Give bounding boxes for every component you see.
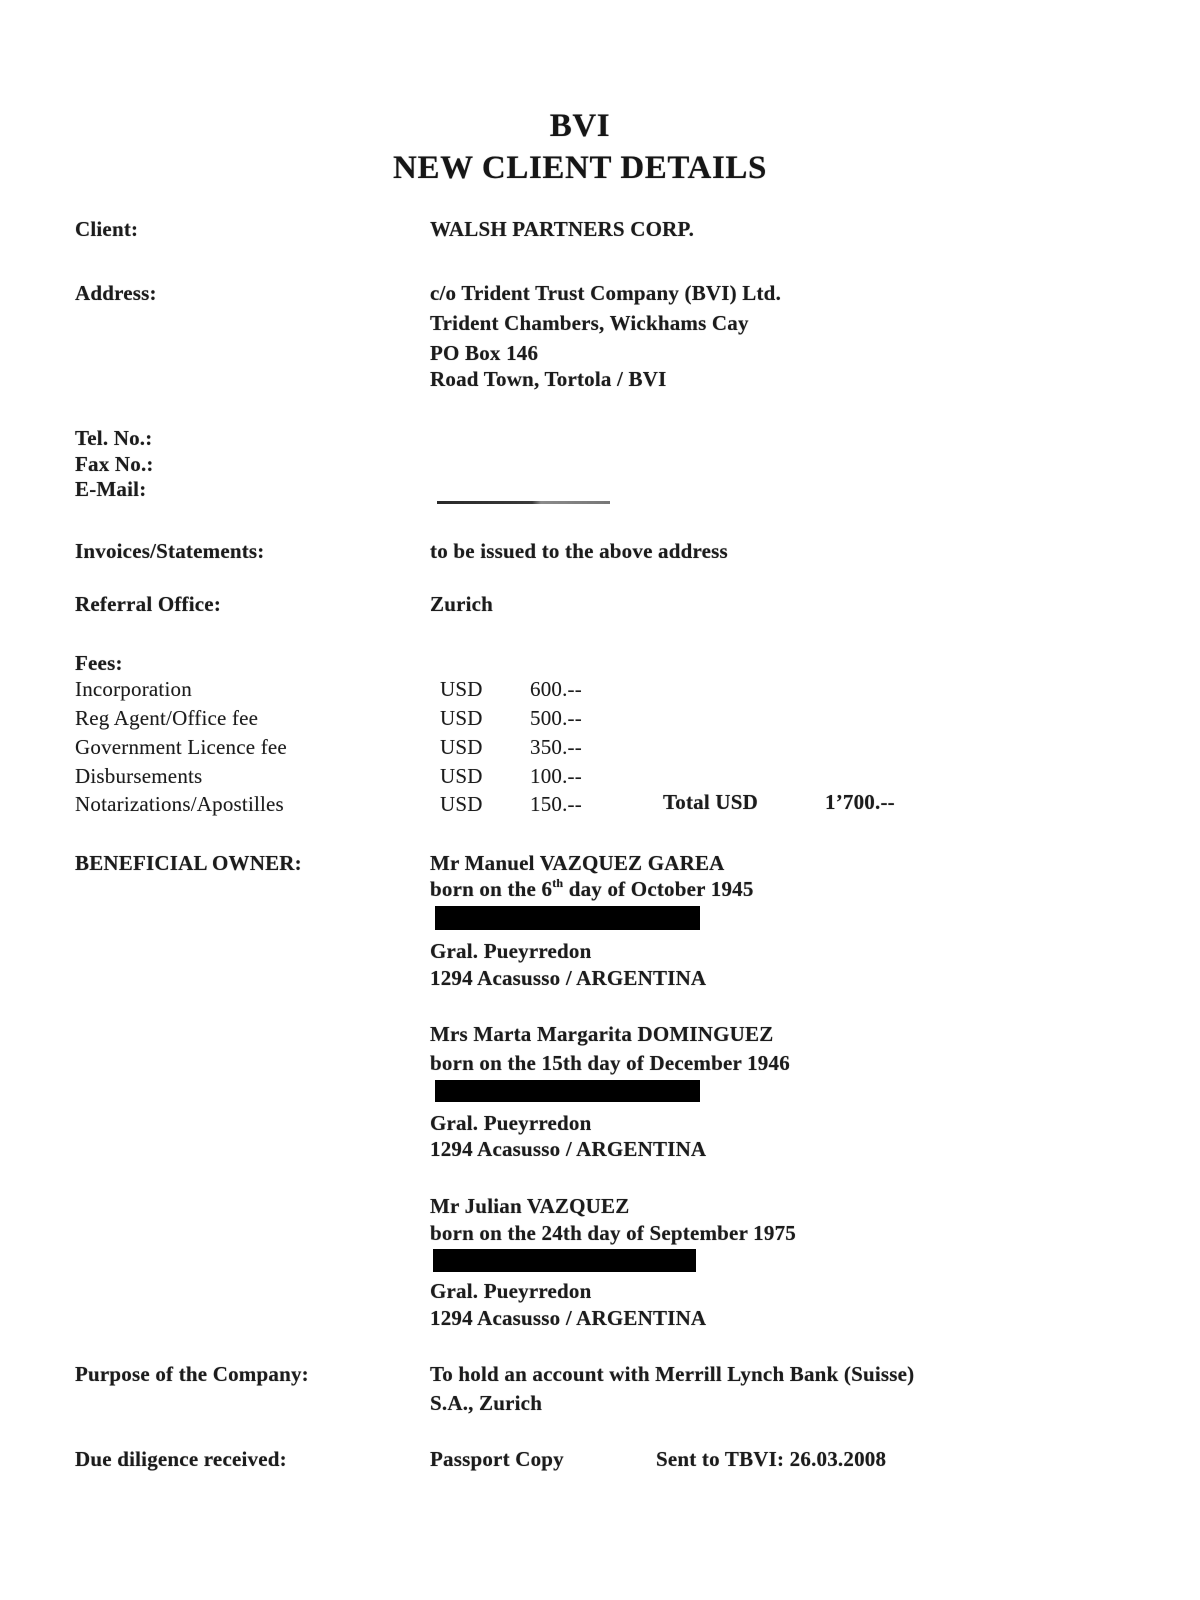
- invoices-value: to be issued to the above address: [430, 539, 728, 563]
- fees-total-amount: 1’700.--: [825, 790, 895, 814]
- fee-item-currency: USD: [440, 677, 483, 701]
- client-value: WALSH PARTNERS CORP.: [430, 217, 695, 241]
- purpose-line-2: S.A., Zurich: [430, 1391, 543, 1415]
- owner-address-line-2: 1294 Acasusso / ARGENTINA: [430, 1306, 707, 1330]
- blank-line: [437, 501, 610, 504]
- fee-item-currency: USD: [440, 792, 483, 816]
- beneficial-owner-label: BENEFICIAL OWNER:: [75, 851, 302, 875]
- owner-name: Mrs Marta Margarita DOMINGUEZ: [430, 1022, 774, 1046]
- fee-item-amount: 150.--: [530, 792, 582, 816]
- owner-birth-text: born on the 15th day of December 1946: [430, 1051, 790, 1075]
- owner-name: Mr Julian VAZQUEZ: [430, 1194, 630, 1218]
- redaction-bar: [433, 1249, 696, 1272]
- tel-label: Tel. No.:: [75, 426, 153, 450]
- fee-item-name: Disbursements: [75, 764, 203, 788]
- fee-item-amount: 100.--: [530, 764, 582, 788]
- fax-label: Fax No.:: [75, 452, 154, 476]
- owner-name: Mr Manuel VAZQUEZ GAREA: [430, 851, 725, 875]
- document-title-line1: BVI: [549, 108, 611, 144]
- client-label: Client:: [75, 217, 139, 241]
- due-diligence-label: Due diligence received:: [75, 1447, 287, 1471]
- document-title-line2: NEW CLIENT DETAILS: [393, 150, 767, 186]
- email-label: E-Mail:: [75, 477, 147, 501]
- fee-item-currency: USD: [440, 764, 483, 788]
- owner-birth-line: [430, 1051, 790, 1075]
- owner-birth-text: day of October 1945: [563, 877, 754, 901]
- owner-birth-text: born on the 24th day of September 1975: [430, 1221, 796, 1245]
- purpose-label: Purpose of the Company:: [75, 1362, 309, 1386]
- fee-item-name: Reg Agent/Office fee: [75, 706, 259, 730]
- redaction-bar: [435, 1080, 700, 1102]
- fee-item-amount: 600.--: [530, 677, 582, 701]
- fee-item-currency: USD: [440, 706, 483, 730]
- address-line-4: Road Town, Tortola / BVI: [430, 367, 667, 391]
- owner-address-line-1: Gral. Pueyrredon: [430, 1279, 592, 1303]
- due-diligence-received: Passport Copy: [430, 1447, 564, 1471]
- owner-address-line-2: 1294 Acasusso / ARGENTINA: [430, 966, 707, 990]
- due-diligence-sent: Sent to TBVI: 26.03.2008: [656, 1447, 887, 1471]
- address-label: Address:: [75, 281, 157, 305]
- address-line-1: c/o Trident Trust Company (BVI) Ltd.: [430, 281, 782, 305]
- fee-item-name: Incorporation: [75, 677, 192, 701]
- fee-item-amount: 500.--: [530, 706, 582, 730]
- owner-birth-line: [430, 877, 754, 901]
- fees-label: Fees:: [75, 651, 123, 675]
- address-line-3: PO Box 146: [430, 341, 539, 365]
- fee-item-name: Notarizations/Apostilles: [75, 792, 284, 816]
- owner-address-line-2: 1294 Acasusso / ARGENTINA: [430, 1137, 707, 1161]
- referral-office-label: Referral Office:: [75, 592, 222, 616]
- fee-item-amount: 350.--: [530, 735, 582, 759]
- redaction-bar: [435, 906, 700, 930]
- ordinal-superscript: th: [552, 876, 564, 890]
- owner-address-line-1: Gral. Pueyrredon: [430, 1111, 592, 1135]
- purpose-line-1: To hold an account with Merrill Lynch Bank (Suisse): [430, 1362, 915, 1386]
- fee-item-name: Government Licence fee: [75, 735, 287, 759]
- referral-office-value: Zurich: [430, 592, 494, 616]
- owner-birth-text: born on the 6: [430, 877, 553, 901]
- owner-birth-line: [430, 1221, 796, 1245]
- fees-total-label: Total USD: [663, 790, 758, 814]
- address-line-2: Trident Chambers, Wickhams Cay: [430, 311, 749, 335]
- fee-item-currency: USD: [440, 735, 483, 759]
- invoices-label: Invoices/Statements:: [75, 539, 265, 563]
- owner-address-line-1: Gral. Pueyrredon: [430, 939, 592, 963]
